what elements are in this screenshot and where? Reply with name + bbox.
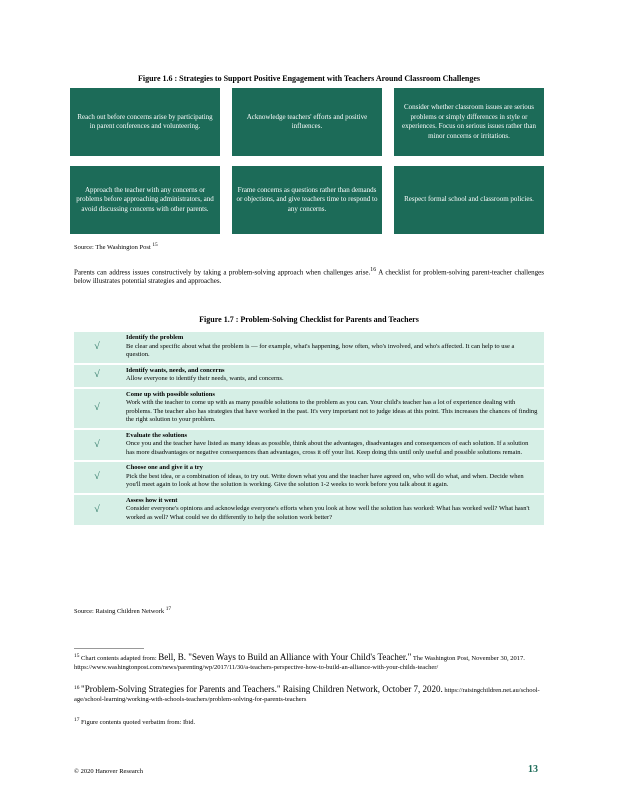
checklist-row: [74, 331, 544, 364]
footnote-17: [74, 716, 544, 728]
strategy-box-5: [232, 166, 382, 234]
paragraph-text: Parents can address issues constructively by taking a problem-solving approach when challenges arise.: [74, 268, 371, 277]
strategy-box-2: [232, 88, 382, 156]
footnote-15: [74, 652, 544, 672]
checklist-item-title: Identify the problem: [126, 334, 184, 341]
strategy-box-1: [70, 88, 220, 156]
figure-17-source: [74, 606, 171, 615]
body-paragraph: [74, 266, 544, 286]
footnote-number: 15: [74, 653, 80, 659]
footnote-url[interactable]: https://raisingchildren.net.au/school-age/school-learning/working-with-schools-teachers/problem-solving-for-parents-teachers: [74, 687, 540, 703]
footnote-ref: 16: [370, 267, 377, 273]
checklist-item-title: Evaluate the solutions: [126, 431, 188, 439]
strategy-text: Approach the teacher with any concerns or problems before approaching administrators, and avoid discussing concerns with other parents.: [76, 185, 214, 213]
figure-16-source: [74, 242, 158, 251]
check-mark-icon: √: [74, 494, 120, 526]
footnote-citation: Bell, B. "Seven Ways to Build an Alliance with Your Child's Teacher.": [158, 652, 412, 663]
strategy-text: Frame concerns as questions rather than demands or objections, and give teachers time to respond to any concerns.: [236, 185, 378, 213]
page-number: 13: [528, 764, 538, 775]
check-mark-icon: √: [74, 461, 120, 494]
checklist-row: [74, 494, 544, 526]
checklist-item-title: Come up with possible solutions: [126, 390, 215, 398]
footnote-number: 17: [74, 717, 80, 723]
strategy-text: Acknowledge teachers' efforts and positive influences.: [246, 112, 368, 130]
footnote-text: Figure contents quoted verbatim from: Ibid.: [81, 719, 196, 727]
footnote-ref: 17: [165, 606, 172, 612]
strategy-text: Consider whether classroom issues are serious problems or simply differences in style or experiences. Focus on serious issues rather than minor concerns or irritations.: [402, 103, 536, 140]
check-mark-icon: √: [74, 331, 120, 364]
checklist-row: [74, 461, 544, 494]
footnote-url[interactable]: The Washington Post, November 30, 2017. https://www.washingtonpost.com/news/parenting/wp/2017/11/30/a-teachers-perspective-how-to-build-an-alliance-with-your-childs-teacher/: [74, 655, 525, 671]
checklist-row: [74, 388, 544, 429]
checklist-row: [74, 364, 544, 388]
checklist-item-text: Consider everyone's opinions and acknowledge everyone's efforts when you look at how well the solution has worked: What has worked well? What hasn't worked as well? What could we do differently to help the solution work better?: [126, 505, 530, 521]
strategy-text: Respect formal school and classroom policies.: [404, 195, 534, 204]
footnote-citation: "Problem-Solving Strategies for Parents and Teachers." Raising Children Network, October 7, 2020.: [81, 684, 443, 695]
check-mark-icon: √: [74, 388, 120, 429]
figure-17-title: Figure 1.7 : Problem-Solving Checklist for Parents and Teachers: [199, 315, 419, 324]
footnote-16: [74, 684, 544, 704]
checklist-item-text: Be clear and specific about what the problem is — for example, what's happening, how often, who's involved, and who's affected. It can help to use a question.: [126, 342, 515, 358]
figure-16-title: Figure 1.6 : Strategies to Support Positive Engagement with Teachers Around Classroom Challenges: [137, 74, 480, 83]
checklist-item-text: Work with the teacher to come up with as many possible solutions to the problem as you can. Your child's teacher has a lot of experience dealing with problems. The teacher also has strategies that have worked in the past. It's very important not to judge ideas at this point. This increases the chances of finding the right solution to your problem.: [126, 399, 538, 423]
source-text: Source: The Washington Post: [74, 244, 151, 252]
footnote-divider: [74, 648, 144, 649]
footnote-text: Chart contents adapted from:: [81, 655, 157, 663]
strategy-text: Reach out before concerns arise by participating in parent conferences and volunteering.: [77, 112, 213, 130]
checklist-item-text: Once you and the teacher have listed as many ideas as possible, think about the advantages, disadvantages and consequences of each solution. If a solution has more disadvantages or negative consequences than advantages, cross it off your list. Keep doing this until only useful and possible solutions remain.: [126, 440, 529, 456]
checklist-item-title: Identify wants, needs, and concerns: [126, 366, 225, 374]
footer-copyright: © 2020 Hanover Research: [74, 768, 144, 775]
checklist-item-title: Assess how it went: [126, 496, 178, 504]
checklist-item-text: Pick the best idea, or a combination of ideas, to try out. Write down what you and the teacher have agreed on, who will do what, and when. Decide when you'll meet again to look at how the solution is working. Give the solution 1-2 weeks to work before you talk about it again.: [126, 472, 524, 488]
checklist-item-text: Allow everyone to identify their needs, wants, and concerns.: [126, 375, 284, 382]
problem-solving-checklist: [74, 330, 544, 525]
checklist-row: [74, 429, 544, 462]
strategy-box-3: [394, 88, 544, 156]
footnote-ref: 15: [152, 242, 158, 248]
strategy-box-6: [394, 166, 544, 234]
check-mark-icon: √: [74, 429, 120, 462]
source-text: Source: Raising Children Network: [74, 608, 165, 616]
paragraph-text: A checklist for problem-solving parent-teacher challenges below illustrates potential strategies and approaches.: [74, 268, 545, 286]
checklist-item-title: Choose one and give it a try: [126, 464, 203, 471]
footnote-number: 16: [74, 685, 80, 691]
strategy-box-4: [70, 166, 220, 234]
check-mark-icon: √: [74, 364, 120, 388]
